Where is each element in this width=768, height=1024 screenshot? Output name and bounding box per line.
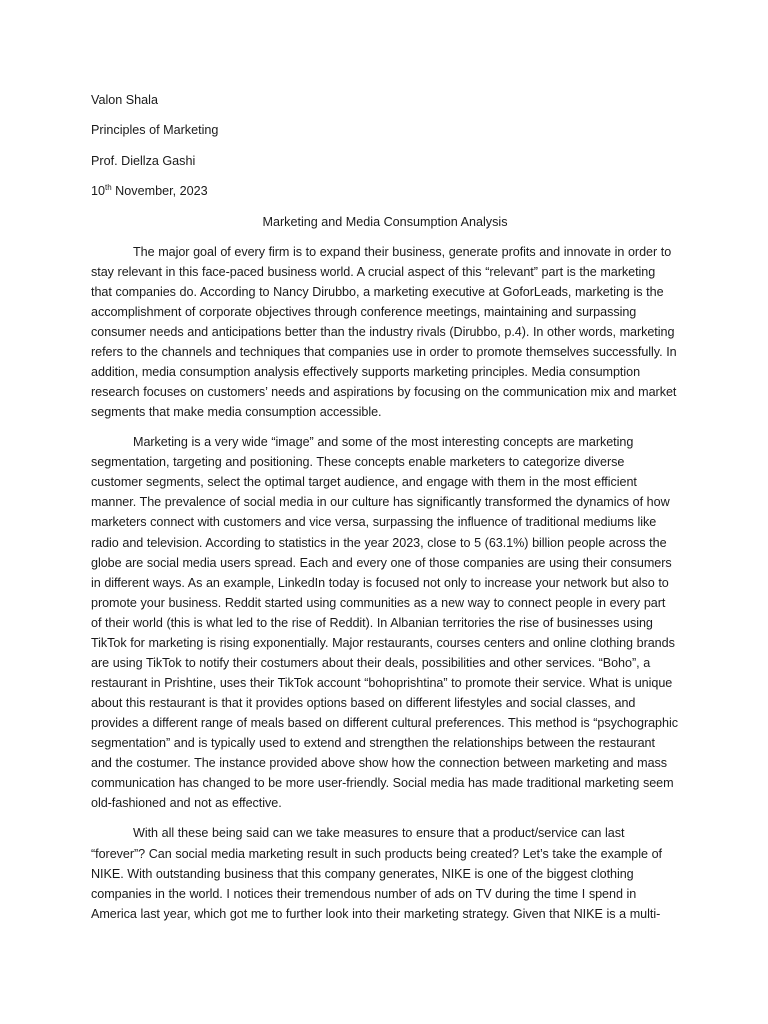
document-title: Marketing and Media Consumption Analysis [262, 214, 508, 229]
paragraph: With all these being said can we take measures to ensure that a product/service can last “forever”? Can social media marketing result in such products being created? Let’s take the example of NIKE. With outstanding business that this company generates, NIKE is one of the biggest clothing companies in the world. I notices their tremendous number of ads on TV during the time I spend in America last year, which got me to further look into their marketing strategy. Given that NIKE is a multi- [91, 826, 662, 921]
document-date [91, 181, 679, 211]
date-day: 10 [91, 184, 106, 199]
course-name: Principles of Marketing [91, 123, 219, 138]
professor-name: Prof. Diellza Gashi [91, 153, 196, 168]
paragraph: Marketing is a very wide “image” and some of the most interesting concepts are marketing segmentation, targeting and positioning. These concepts enable marketers to categorize diverse customer segments, select the optimal target audience, and engage with them in the most efficient manner. The prevalence of social media in our culture has significantly transformed the dynamics of how marketers connect with customers and vice versa, surpassing the influence of traditional mediums like radio and television. According to statistics in the year 2023, close to 5 (63.1%) billion people across the globe are social media users spread. Each and every one of those companies are using their consumers in different ways. As an example, LinkedIn today is focused not only to increase your network but also to promote your business. Reddit started using communities as a new way to connect people in every part of their world (this is what led to the rise of Reddit). In Albanian territories the rise of businesses using TikTok for marketing is rising exponentially. Major restaurants, courses centers and online clothing brands are using TikTok to notify their costumers about their deals, possibilities and other services. “Boho”, a restaurant in Prishtine, uses their TikTok account “bohoprishtina” to promote their service. What is unique about this restaurant is that it provides options based on different lifestyles and social classes, and provides a different range of meals based on different cultural preferences. This method is “psychographic segmentation” and is typically used to extend and strengthen the relationships between the restaurant and the costumer. The instance provided above show how the connection between marketing and mass communication has changed to be more user-friendly. Social media has made traditional marketing seem old-fashioned and not as effective. [91, 435, 678, 811]
date-suffix: th [105, 183, 112, 193]
author-name: Valon Shala [91, 93, 158, 107]
document-body [91, 90, 679, 934]
date-month-year: November, 2023 [111, 184, 208, 199]
paragraph: The major goal of every firm is to expand their business, generate profits and innovate in order to stay relevant in this face-paced business world. A crucial aspect of this “relevant” part is the marketing that companies do. According to Nancy Dirubbo, a marketing executive at GoforLeads, marketing is the accomplishment of corporate objectives through conference meetings, maintaining and surpassing consumer needs and anticipations better than the industry rivals (Dirubbo, p.4). In other words, marketing refers to the channels and techniques that companies use in order to promote themselves successfully. In addition, media consumption analysis effectively supports marketing principles. Media consumption research focuses on customers’ needs and aspirations by focusing on the communication mix and market segments that make media consumption accessible. [91, 244, 677, 419]
